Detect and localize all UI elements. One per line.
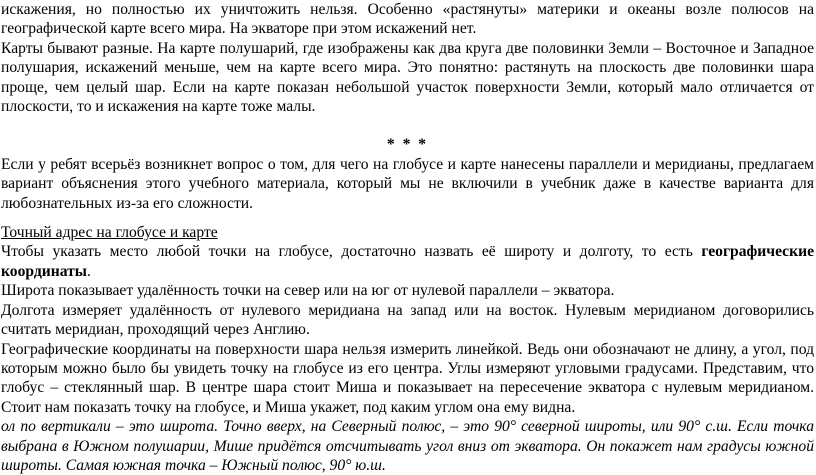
text-run: .: [86, 262, 91, 280]
paragraph-explanation-offer: Если у ребят всерьёз возникнет вопрос о том, для чего на глобусе и карте нанесены параллели и меридианы, предлагаем вариант объяснения этого учебного материала, который мы не включили в учебник даже в качестве варианта для любознательных из-за его сложности.: [1, 155, 814, 212]
paragraph-latitude-italic: ол по вертикали – это широта. Точно вверх, на Северный полюс, – это 90° северной широты, или 90° с.ш. Если точка выбрана в Южном полушарии, Мише придётся отсчитывать угол вниз от экватора. Он покажет нам градусы южной широты. Самая южная точка – Южный полюс, 90° ю.ш.: [1, 418, 814, 474]
paragraph-distortion: искажения, но полностью их уничтожить нельзя. Особенно «растянуты» материки и океаны возле полюсов на географической карте всего мира. На экваторе при этом искажений нет.: [1, 1, 814, 38]
paragraph-latitude: Широта показывает удалённость точки на север или на юг от нулевой параллели – экватора.: [1, 282, 615, 300]
blank-line: [0, 116, 816, 135]
blank-line: [0, 213, 816, 223]
section-heading: Точный адрес на глобусе и карте: [1, 224, 218, 242]
paragraph-angles: Географические координаты на поверхности шара нельзя измерить линейкой. Ведь они обозначают не длину, а угол, под которым можно было бы увидеть точку на глобусе из его центра. Углы измеряют угловыми градусами. Представим, что глобус – стеклянный шар. В центре шара стоит Миша и показывает на пересечение экватора с нулевым меридианом. Стоит нам показать точку на глобусе, и Миша укажет, под каким углом она ему видна.: [1, 340, 814, 416]
paragraph-longitude: Долгота измеряет удалённость от нулевого меридиана на запад или на восток. Нулевым меридианом договорились считать меридиан, проходящий через Англию.: [1, 301, 814, 339]
section-separator: * * *: [386, 136, 429, 154]
text-run: Чтобы указать место любой точки на глобусе, достаточно назвать её широту и долготу, то есть: [1, 243, 702, 261]
paragraph-coordinates-intro: [0, 242, 816, 281]
paragraph-map-types: Карты бывают разные. На карте полушарий, где изображены как два круга две половинки Земли – Восточное и Западное полушария, искажений меньше, чем на карте всего мира. Это понятно: растянуть на плоскость две половинки шара проще, чем целый шар. Если на карте показан небольшой участок поверхности Земли, который мало отличается от плоскости, то и искажения на карте тоже малы.: [1, 39, 814, 116]
bold-term-geographic-coordinates: географические координаты: [1, 243, 814, 280]
